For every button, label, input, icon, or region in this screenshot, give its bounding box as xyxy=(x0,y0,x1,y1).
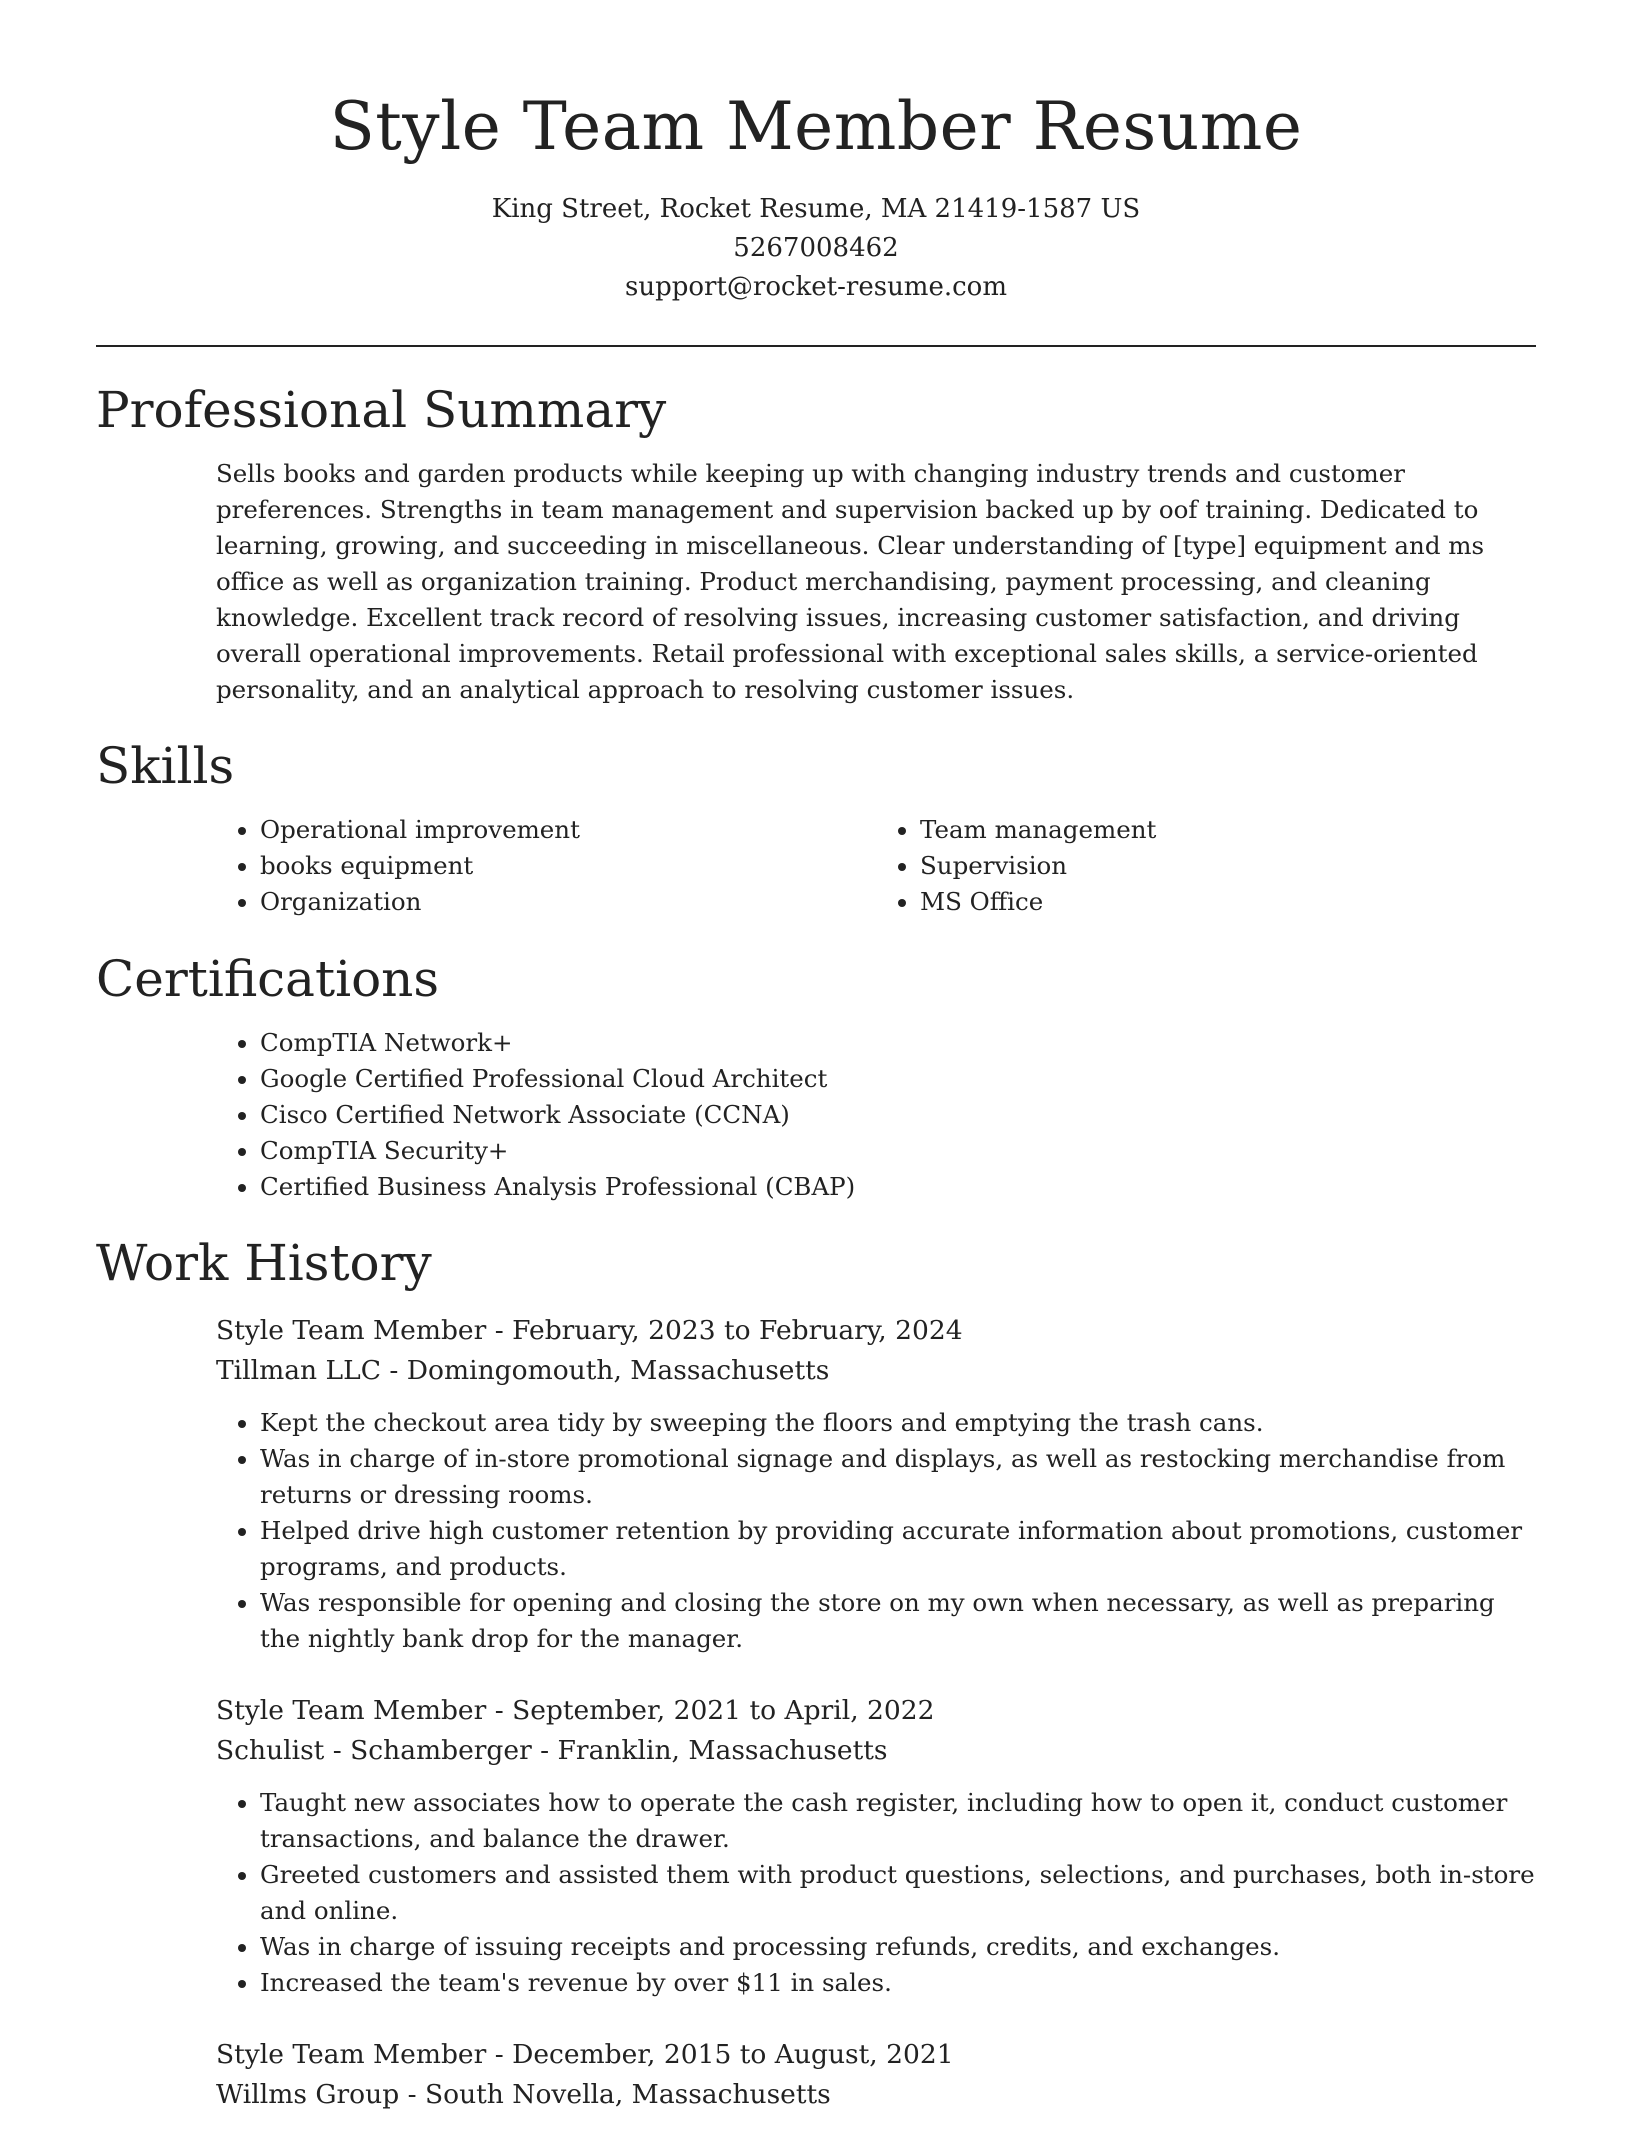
certification-item: • Google Certified Professional Cloud Architect xyxy=(260,1061,1536,1097)
job-entry xyxy=(216,2035,1536,2115)
job-bullet: • Was in charge of in-store promotional signage and displays, as well as restocking merchandise from returns or dressing rooms. xyxy=(260,1441,1536,1513)
job-entry xyxy=(216,1311,1536,1657)
certifications-heading: Certifications xyxy=(96,950,440,1008)
job-bullet: • Taught new associates how to operate the cash register, including how to open it, conduct customer transactions, and balance the drawer. xyxy=(260,1785,1536,1857)
job-bullet: • Greeted customers and assisted them with product questions, selections, and purchases, both in-store and online. xyxy=(260,1857,1536,1929)
skills-section xyxy=(96,734,1536,920)
resume-title: Style Team Member Resume xyxy=(329,88,1303,165)
contact-email[interactable]: support@rocket-resume.com xyxy=(624,272,1007,302)
contact-address: King Street, Rocket Resume, MA 21419-1587 US xyxy=(491,194,1141,224)
work-history-section xyxy=(96,1231,1536,2149)
job-bullet: • Helped drive high customer retention by providing accurate information about promotions, customer programs, and products. xyxy=(260,1513,1536,1585)
certifications-section xyxy=(96,947,1536,1205)
job-company-line: Willms Group - South Novella, Massachusetts xyxy=(216,2079,831,2110)
certification-item: • Cisco Certified Network Associate (CCNA) xyxy=(260,1097,1536,1133)
skill-item: • books equipment xyxy=(260,848,876,884)
job-role-line: Style Team Member - February, 2023 to February, 2024 xyxy=(216,1315,963,1346)
summary-heading: Professional Summary xyxy=(96,381,667,439)
certifications-list xyxy=(216,1025,1536,1205)
header-divider xyxy=(96,345,1536,347)
job-company-line: Tillman LLC - Domingomouth, Massachusetts xyxy=(216,1355,830,1386)
job-bullets xyxy=(216,1785,1536,2001)
skills-list-left xyxy=(216,812,876,920)
skill-item: • MS Office xyxy=(920,884,1536,920)
job-bullet: • Was responsible for opening and closing the store on my own when necessary, as well as preparing the nightly bank drop for the manager. xyxy=(260,1585,1536,1657)
job-bullet: • Kept the checkout area tidy by sweeping the floors and emptying the trash cans. xyxy=(260,1405,1536,1441)
work-history-heading: Work History xyxy=(96,1234,432,1292)
contact-info xyxy=(96,190,1536,307)
skill-item: • Supervision xyxy=(920,848,1536,884)
summary-section xyxy=(96,378,1536,708)
job-bullets xyxy=(216,1405,1536,1657)
work-history-body xyxy=(216,1311,1536,2115)
skill-item: • Organization xyxy=(260,884,876,920)
skills-grid xyxy=(216,812,1536,920)
skill-item: • Team management xyxy=(920,812,1536,848)
certification-item: • CompTIA Network+ xyxy=(260,1025,1536,1061)
summary-text: Sells books and garden products while keeping up with changing industry trends and customer preferences. Strengths in team management and supervision backed up by oof training. Dedicated to learning, growing, and succeeding in miscellaneous. Clear understanding of [type] equipment and ms office as well as organization training. Product merchandising, payment processing, and cleaning knowledge. Excellent track record of resolving issues, increasing customer satisfaction, and driving overall operational improvements. Retail professional with exceptional sales skills, a service-oriented personality, and an analytical approach to resolving customer issues. xyxy=(216,459,1485,704)
job-entry xyxy=(216,1691,1536,2001)
job-bullet: • Was in charge of issuing receipts and processing refunds, credits, and exchanges. xyxy=(260,1929,1536,1965)
resume-page xyxy=(96,0,1536,2110)
contact-phone: 5267008462 xyxy=(733,233,899,263)
job-company-line: Schulist - Schamberger - Franklin, Massachusetts xyxy=(216,1735,888,1766)
job-role-line: Style Team Member - September, 2021 to April, 2022 xyxy=(216,1695,935,1726)
skills-list-right xyxy=(876,812,1536,920)
resume-header xyxy=(96,0,1536,347)
certification-item: • CompTIA Security+ xyxy=(260,1133,1536,1169)
job-role-line: Style Team Member - December, 2015 to August, 2021 xyxy=(216,2039,954,2070)
skills-heading: Skills xyxy=(96,737,235,795)
skill-item: • Operational improvement xyxy=(260,812,876,848)
certifications-body xyxy=(216,1025,1536,1205)
job-bullet: • Increased the team's revenue by over $11 in sales. xyxy=(260,1965,1536,2001)
certification-item: • Certified Business Analysis Professional (CBAP) xyxy=(260,1169,1536,1205)
